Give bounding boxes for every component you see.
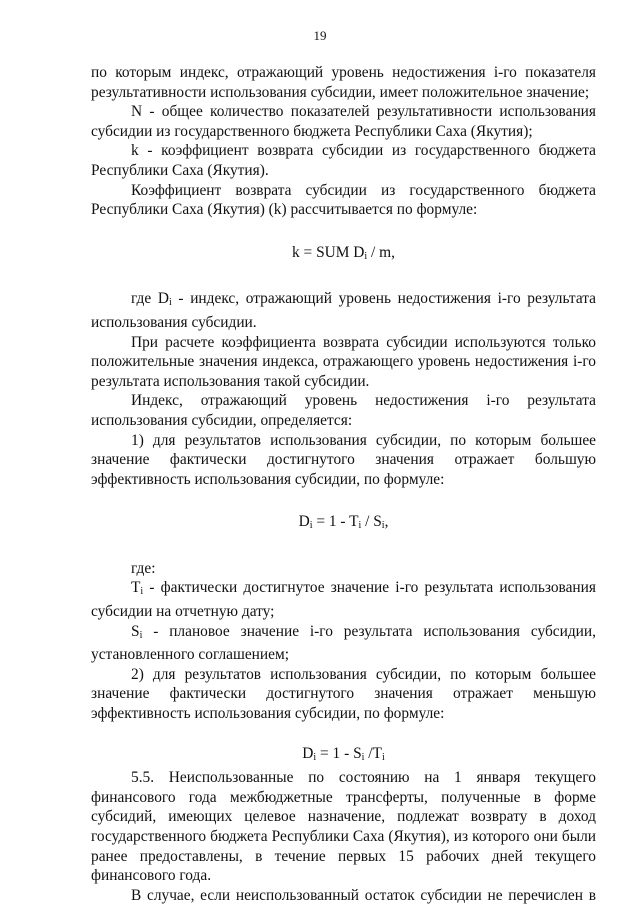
paragraph-ti-definition: $T_i$ - фактически достигнутое значение i-го результата использования субсидии на отчетную дату; <box>91 579 596 621</box>
paragraph-positive-values: При расчете коэффициента возврата субсидии используются только положительные значения индекса, отражающего уровень недостижения i-го результата использования такой субсидии. <box>91 333 596 390</box>
document-body <box>91 63 596 905</box>
formula-di-1: $D_i = 1 - T_i / S_i$, <box>298 513 389 532</box>
paragraph-remainder-case: В случае, если неиспользованный остаток субсидии не перечислен в <box>131 886 596 904</box>
formula-k: k = SUM $D_i$ / m, <box>292 243 395 262</box>
paragraph-si-definition: $S_i$ - плановое значение i-го результата использования субсидии, установленного соглашением; <box>91 622 596 664</box>
paragraph-5-5: 5.5. Неиспользованные по состоянию на 1 января текущего финансового года межбюджетные трансферты, полученные в форме субсидий, имеющих целевое назначение, подлежат возврату в доход государственного бюджета Республики Саха (Якутия), из которого они были ранее предоставлены, в течение первых 15 рабочих дней текущего финансового года. <box>91 769 596 885</box>
paragraph-where: где: <box>131 559 156 577</box>
formula-di-2: $D_i = 1 - S_i$ $/T_i$ <box>302 744 385 763</box>
page-number: 19 <box>313 28 327 43</box>
paragraph-index-determined: Индекс, отражающий уровень недостижения i-го результата использования субсидии, определяется: <box>91 392 596 429</box>
paragraph-continuation: по которым индекс, отражающий уровень недостижения i-го показателя результативности использования субсидии, имеет положительное значение; <box>91 64 596 101</box>
paragraph-case-2: 2) для результатов использования субсидии, по которым большее значение фактически достигнутого значения отражает меньшую эффективность использования субсидии, по формуле: <box>91 665 596 723</box>
paragraph-di-definition: где $D_i$ - индекс, отражающий уровень недостижения i-го результата использования субсидии. <box>91 290 597 331</box>
paragraph-case-1: 1) для результатов использования субсидии, по которым большее значение фактически достигнутого значения отражает большую эффективность использования субсидии, по формуле: <box>91 431 596 488</box>
paragraph-n-definition: N - общее количество показателей результативности использования субсидии из государственного бюджета Республики Саха (Якутия); <box>91 103 596 140</box>
paragraph-k-definition: k - коэффициент возврата субсидии из государственного бюджета Республики Саха (Якутия). <box>91 142 596 179</box>
paragraph-coefficient-intro: Коэффициент возврата субсидии из государственного бюджета Республики Саха (Якутия) (k) рассчитывается по формуле: <box>91 181 596 219</box>
